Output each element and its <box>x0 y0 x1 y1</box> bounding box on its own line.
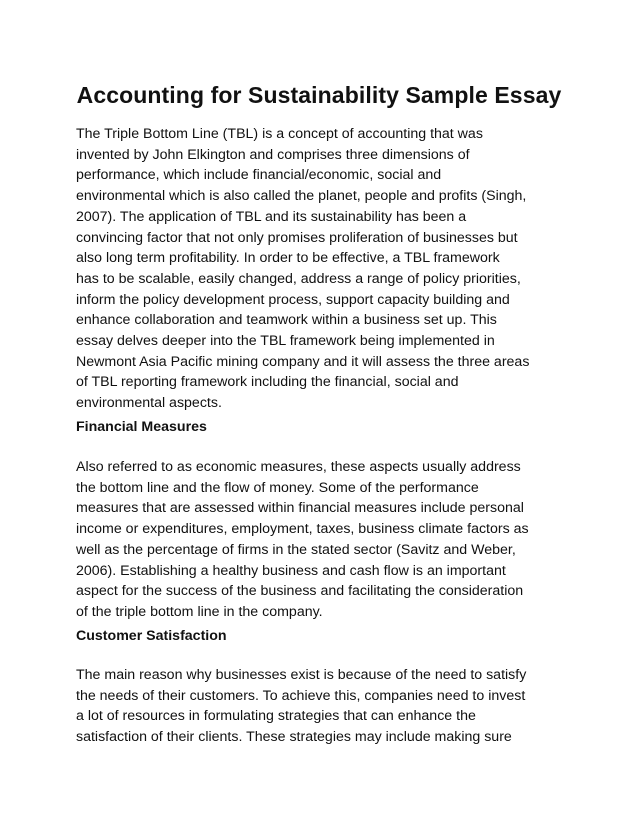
paragraph-line: The Triple Bottom Line (TBL) is a concept of accounting that was <box>76 126 483 142</box>
section-heading-customer-satisfaction: Customer Satisfaction <box>76 628 227 644</box>
paragraph-line: invented by John Elkington and comprises three dimensions of <box>76 146 470 163</box>
paragraph-line: The main reason why businesses exist is because of the need to satisfy <box>76 667 527 683</box>
paragraph-line: measures that are assessed within financial measures include personal <box>76 500 524 517</box>
paragraph-line: a lot of resources in formulating strategies that can enhance the <box>76 708 476 725</box>
paragraph-line: the bottom line and the flow of money. Some of the performance <box>76 479 479 496</box>
intro-paragraph <box>76 124 570 414</box>
paragraph-line: income or expenditures, employment, taxes, business climate factors as <box>76 521 529 538</box>
paragraph-line: the needs of their customers. To achieve this, companies need to invest <box>76 687 526 704</box>
section-heading-financial-measures: Financial Measures <box>76 419 207 435</box>
paragraph-line: Newmont Asia Pacific mining company and it will assess the three areas <box>76 353 530 370</box>
customer-satisfaction-paragraph <box>76 665 570 748</box>
paragraph-line: essay delves deeper into the TBL framework being implemented in <box>76 333 495 350</box>
paragraph-line: also long term profitability. In order to be effective, a TBL framework <box>76 250 500 267</box>
paragraph-line: well as the percentage of firms in the stated sector (Savitz and Weber, <box>76 541 516 558</box>
document-title: Accounting for Sustainability Sample Essay <box>76 82 562 108</box>
paragraph-line: of TBL reporting framework including the financial, social and <box>76 374 459 391</box>
paragraph-line: convincing factor that not only promises proliferation of businesses but <box>76 229 518 246</box>
paragraph-line: environmental which is also called the planet, people and profits (Singh, <box>76 188 527 205</box>
paragraph-line: satisfaction of their clients. These strategies may include making sure <box>76 729 512 746</box>
paragraph-line: of the triple bottom line in the company. <box>76 603 323 620</box>
paragraph-line: 2007). The application of TBL and its sustainability has been a <box>76 208 467 225</box>
paragraph-line: enhance collaboration and teamwork within a business set up. This <box>76 312 497 329</box>
paragraph-line: has to be scalable, easily changed, address a range of policy priorities, <box>76 270 521 287</box>
paragraph-line: performance, which include financial/economic, social and <box>76 167 442 184</box>
paragraph-line: Also referred to as economic measures, these aspects usually address <box>76 459 521 475</box>
paragraph-line: inform the policy development process, support capacity building and <box>76 291 510 308</box>
paragraph-line: aspect for the success of the business and facilitating the consideration <box>76 583 524 600</box>
paragraph-line: 2006). Establishing a healthy business and cash flow is an important <box>76 562 506 579</box>
paragraph-line: environmental aspects. <box>76 395 222 412</box>
financial-measures-paragraph <box>76 457 570 623</box>
